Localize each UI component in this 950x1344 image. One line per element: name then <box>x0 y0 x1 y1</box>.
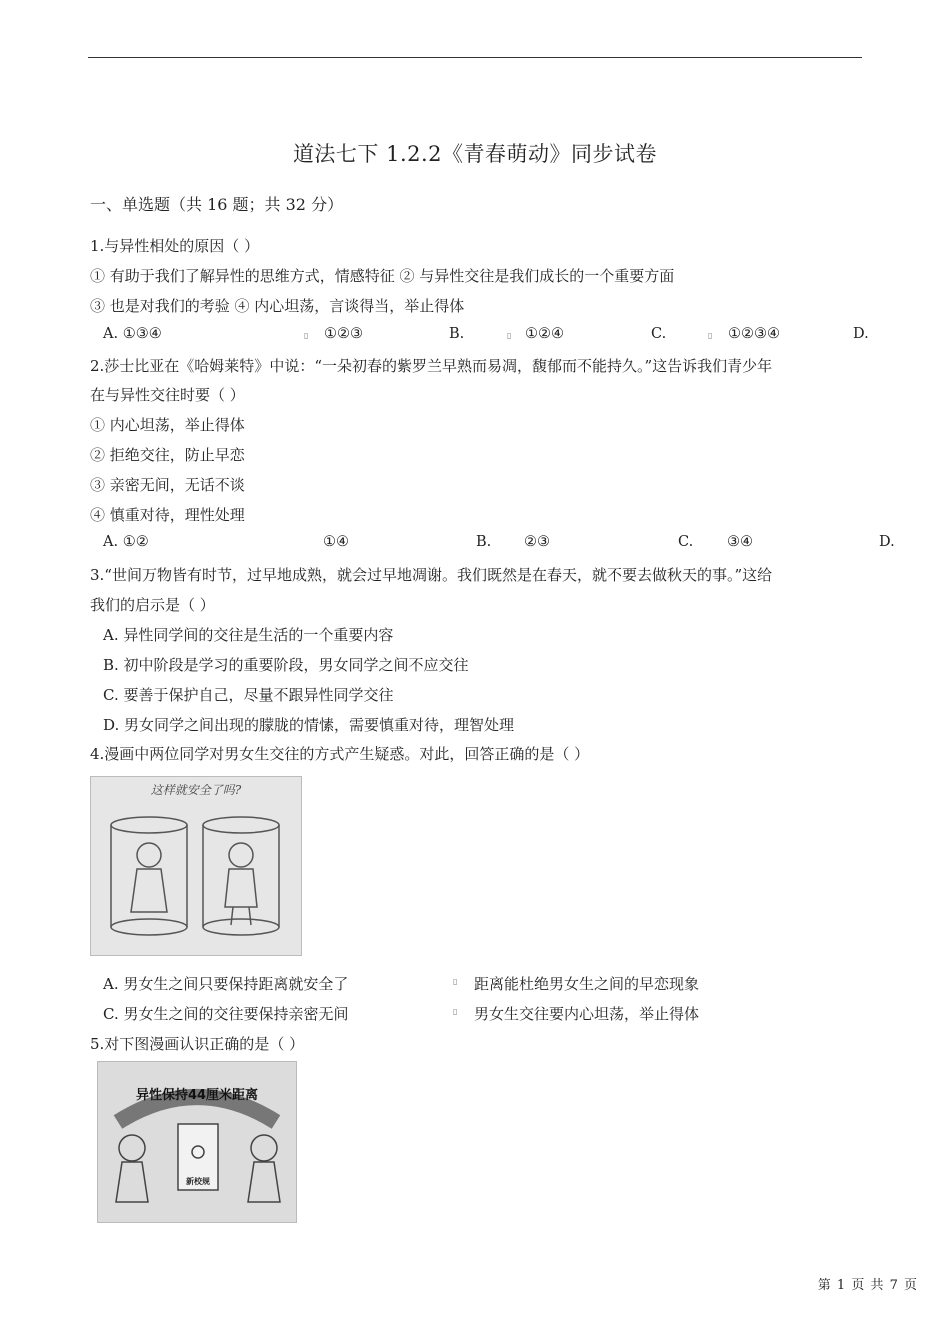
q2-option-c[interactable]: ②③ <box>524 534 550 550</box>
page-footer: 第 1 页 共 7 页 <box>817 1278 918 1293</box>
q2-statement-1: ① 内心坦荡，举止得体 <box>90 416 245 434</box>
q5-paper-label: 新校规 <box>186 1177 210 1186</box>
q4-cartoon <box>90 776 302 956</box>
q2-option-a[interactable]: A. ①② <box>103 534 149 550</box>
q1-label-d: D. <box>853 326 869 342</box>
q4-option-a[interactable]: A. 男女生之间只要保持距离就安全了 <box>103 975 349 993</box>
q4-stem: 4.漫画中两位同学对男女生交往的方式产生疑惑。对此，回答正确的是（ ） <box>90 745 590 763</box>
placeholder-mark: ▯ <box>507 331 512 340</box>
q3-option-c[interactable]: C. 要善于保护自己，尽量不跟异性同学交往 <box>103 686 394 704</box>
q1-stem: 1.与异性相处的原因（ ） <box>90 237 260 255</box>
q5-stem: 5.对下图漫画认识正确的是（ ） <box>90 1035 305 1053</box>
q2-statement-2: ② 拒绝交往，防止早恋 <box>90 446 245 464</box>
q1-option-b[interactable]: ①②③ <box>324 326 363 342</box>
page-title: 道法七下 1.2.2《青春萌动》同步试卷 <box>292 142 658 166</box>
q1-label-c: C. <box>651 326 667 342</box>
q1-statement-1: ① 有助于我们了解异性的思维方式，情感特征 ② 与异性交往是我们成长的一个重要方面 <box>90 267 675 285</box>
q1-label-b: B. <box>449 326 465 342</box>
section-heading: 一、单选题（共 16 题；共 32 分） <box>90 195 344 214</box>
q2-statement-4: ④ 慎重对待，理性处理 <box>90 506 245 524</box>
q1-option-c[interactable]: ①②④ <box>525 326 564 342</box>
q4-option-c[interactable]: C. 男女生之间的交往要保持亲密无间 <box>103 1005 349 1023</box>
q2-label-d: D. <box>879 534 895 550</box>
q5-cartoon <box>97 1061 297 1223</box>
q3-option-a[interactable]: A. 异性同学间的交往是生活的一个重要内容 <box>103 626 394 644</box>
q1-option-d[interactable]: ①②③④ <box>728 326 780 342</box>
q2-option-d[interactable]: ③④ <box>727 534 753 550</box>
placeholder-mark: ▯ <box>453 1007 458 1016</box>
q1-statement-2: ③ 也是对我们的考验 ④ 内心坦荡，言谈得当，举止得体 <box>90 297 465 315</box>
q3-option-d[interactable]: D. 男女同学之间出现的朦胧的情愫，需要慎重对待，理智处理 <box>103 716 515 734</box>
q2-label-b: B. <box>476 534 492 550</box>
q2-option-b[interactable]: ①④ <box>323 534 349 550</box>
placeholder-mark: ▯ <box>453 977 458 986</box>
q5-cartoon-caption: 异性保持44厘米距离 <box>135 1088 259 1103</box>
q3-option-b[interactable]: B. 初中阶段是学习的重要阶段，男女同学之间不应交往 <box>103 656 469 674</box>
q2-stem-line-2: 在与异性交往时要（ ） <box>90 386 245 404</box>
q3-stem-line-1: 3.“世间万物皆有时节，过早地成熟，就会过早地凋谢。我们既然是在春天，就不要去做秋天的事。”这给 <box>90 566 773 584</box>
placeholder-mark: ▯ <box>708 331 713 340</box>
q2-stem-line-1: 2.莎士比亚在《哈姆莱特》中说：“一朵初春的紫罗兰早熟而易凋，馥郁而不能持久。”这告诉我们青少年 <box>90 357 773 375</box>
q2-statement-3: ③ 亲密无间，无话不谈 <box>90 476 245 494</box>
q4-option-b[interactable]: 距离能杜绝男女生之间的早恋现象 <box>474 975 700 993</box>
q2-label-c: C. <box>678 534 694 550</box>
q1-option-a[interactable]: A. ①③④ <box>103 326 162 342</box>
q3-stem-line-2: 我们的启示是（ ） <box>90 596 215 614</box>
q4-cartoon-caption: 这样就安全了吗? <box>150 783 242 797</box>
q4-option-d[interactable]: 男女生交往要内心坦荡，举止得体 <box>474 1005 700 1023</box>
placeholder-mark: ▯ <box>304 331 309 340</box>
q4-cartoon-drawing <box>91 777 301 955</box>
header-rule <box>88 57 862 58</box>
